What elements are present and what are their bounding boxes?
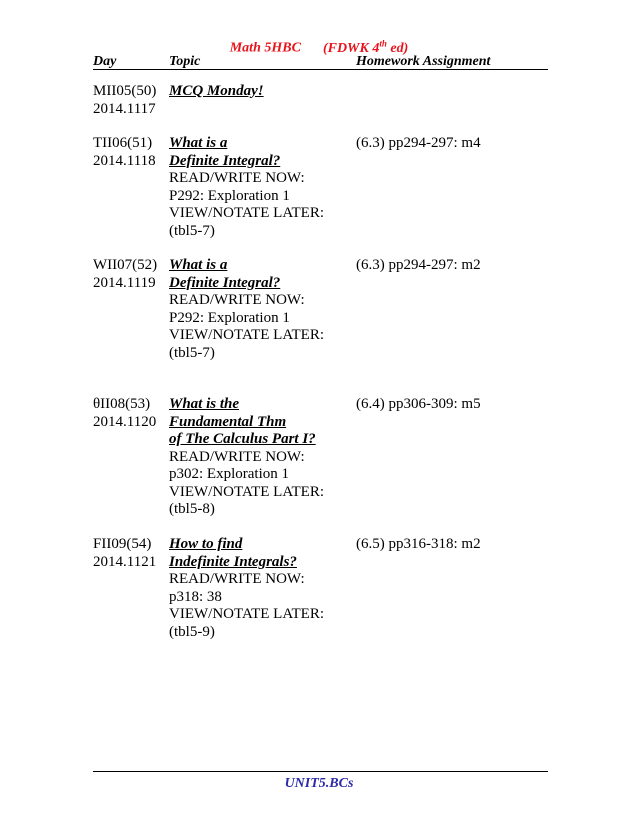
topic-note: P292: Exploration 1 [169,187,290,204]
topic-note: READ/WRITE NOW: [169,170,305,186]
homework-cell: (6.3) pp294-297: m2 [356,257,481,273]
footer-rule [93,771,548,772]
day-code: WII07(52) [93,257,158,273]
day-code: FII09(54) [93,536,152,552]
topic-link[interactable]: Fundamental Thm [169,413,287,430]
topic-cell [169,83,264,101]
column-header-homework: Homework Assignment [356,54,491,69]
topic-note: VIEW/NOTATE LATER: [169,606,325,622]
day-code: TII06(51) [93,135,153,151]
topic-link[interactable]: MCQ Monday! [169,83,264,99]
date: 2014.1120 [93,413,157,430]
topic-cell [169,396,324,519]
topic-link[interactable]: Indefinite Integrals? [169,553,297,570]
day-cell [93,536,156,571]
topic-note: (tbl5-7) [169,344,215,361]
topic-cell [169,536,324,641]
topic-note: VIEW/NOTATE LATER: [169,483,325,500]
homework-cell: (6.4) pp306-309: m5 [356,396,481,412]
topic-link[interactable]: of The Calculus Part I? [169,431,316,447]
column-header-topic: Topic [169,54,201,69]
topic-link[interactable]: What is the [169,396,240,412]
topic-note: READ/WRITE NOW: [169,292,305,308]
topic-note: (tbl5-9) [169,623,215,640]
topic-note: (tbl5-8) [169,501,215,517]
day-code: MII05(50) [93,83,157,99]
topic-note: READ/WRITE NOW: [169,571,305,587]
course-title: Math 5HBC [229,40,301,56]
topic-link[interactable]: Definite Integral? [169,274,281,291]
topic-note: p318: 38 [169,588,222,605]
topic-link[interactable]: Definite Integral? [169,152,281,169]
date: 2014.1121 [93,553,157,570]
date: 2014.1119 [93,274,156,291]
footer-label: UNIT5.BCs [284,776,354,791]
date: 2014.1118 [93,152,156,169]
topic-cell [169,257,324,362]
homework-cell: (6.3) pp294-297: m4 [356,135,481,151]
topic-cell [169,135,324,240]
header-rule [93,69,548,70]
topic-link[interactable]: What is a [169,135,228,151]
day-cell [93,257,157,292]
day-cell [93,396,156,431]
day-code: θII08(53) [93,396,151,412]
column-header-day: Day [93,54,117,69]
homework-cell: (6.5) pp316-318: m2 [356,536,481,552]
day-cell [93,135,156,170]
topic-note: VIEW/NOTATE LATER: [169,327,325,343]
day-cell [93,83,156,118]
book-edition: (FDWK 4th ed) [322,38,409,56]
topic-note: (tbl5-7) [169,222,215,239]
topic-note: P292: Exploration 1 [169,309,290,326]
topic-link[interactable]: What is a [169,257,228,273]
topic-link[interactable]: How to find [169,536,243,552]
topic-note: READ/WRITE NOW: [169,448,305,465]
topic-note: p302: Exploration 1 [169,466,289,482]
date: 2014.1117 [93,100,156,117]
topic-note: VIEW/NOTATE LATER: [169,205,325,221]
